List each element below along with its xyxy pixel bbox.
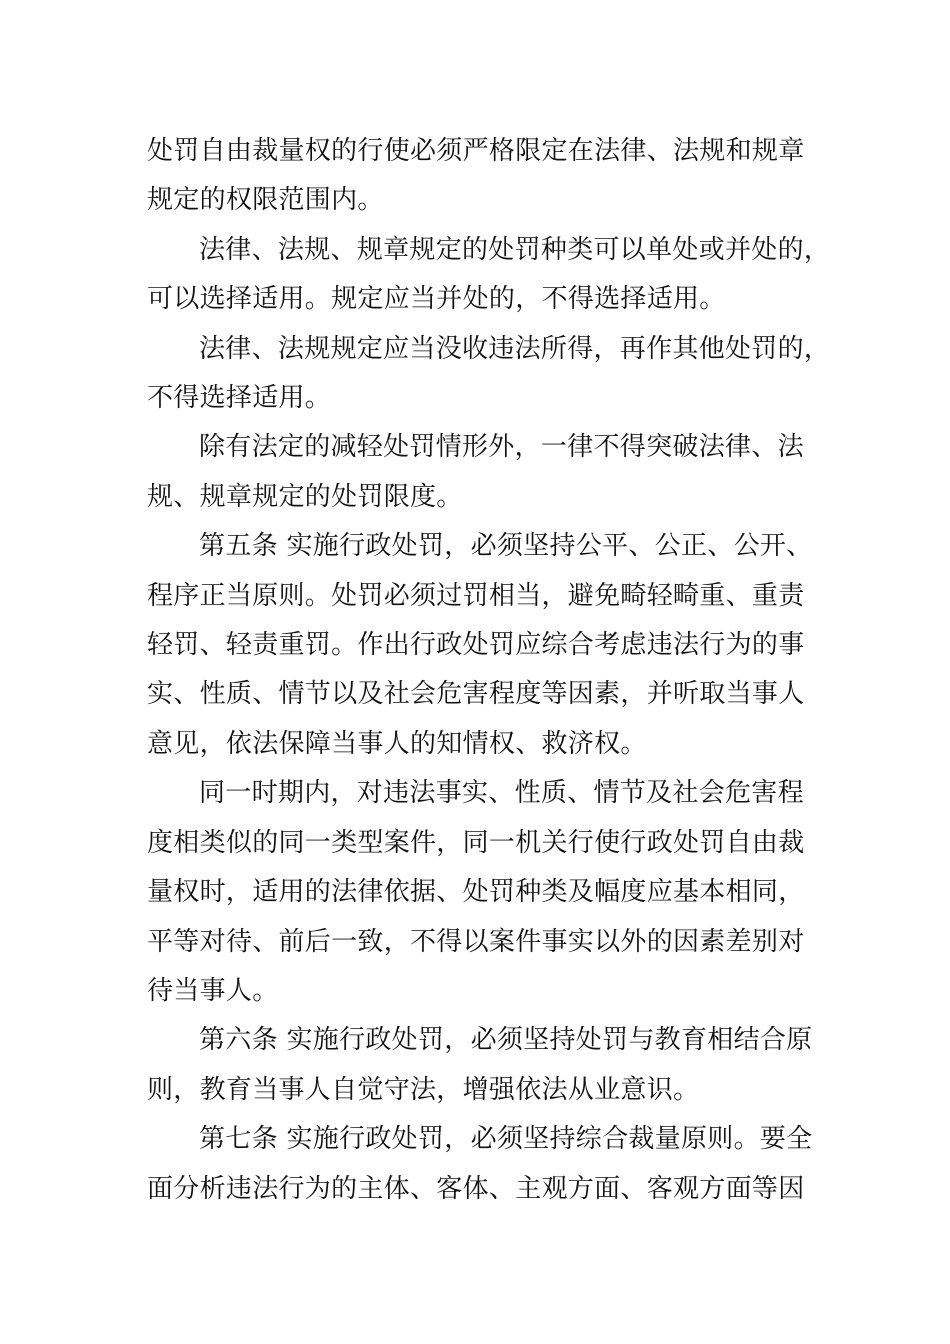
text-line: 平等对待、前后一致，不得以案件事实以外的因素差别对 — [147, 926, 805, 957]
article-5 — [147, 522, 817, 769]
text-line: 度相类似的同一类型案件，同一机关行使行政处罚自由裁 — [147, 827, 805, 858]
text-line: 规定的权限范围内。 — [147, 185, 384, 216]
text-line: 第五条 实施行政处罚，必须坚持公平、公正、公开、 — [199, 531, 813, 562]
text-line: 待当事人。 — [147, 975, 279, 1006]
text-line: 法律、法规、规章规定的处罚种类可以单处或并处的， — [199, 234, 831, 265]
text-line: 除有法定的减轻处罚情形外，一律不得突破法律、法 — [199, 432, 804, 463]
text-line: 处罚自由裁量权的行使必须严格限定在法律、法规和规章 — [147, 136, 805, 166]
document-body — [147, 127, 831, 1214]
paragraph-3 — [147, 325, 831, 424]
paragraph-2 — [147, 226, 831, 325]
text-line: 程序正当原则。处罚必须过罚相当，避免畸轻畸重、重责 — [147, 580, 805, 611]
paragraph-4 — [147, 423, 817, 522]
text-line: 第六条 实施行政处罚，必须坚持处罚与教育相结合原 — [199, 1025, 813, 1056]
paragraph-1 — [147, 127, 817, 226]
text-line: 轻罚、轻责重罚。作出行政处罚应综合考虑违法行为的事 — [147, 630, 805, 661]
text-line: 法律、法规规定应当没收违法所得，再作其他处罚的， — [199, 333, 831, 364]
text-line: 同一时期内，对违法事实、性质、情节及社会危害程 — [199, 778, 804, 809]
text-line: 不得选择适用。 — [147, 383, 332, 414]
text-line: 规、规章规定的处罚限度。 — [147, 481, 463, 512]
paragraph-6 — [147, 769, 817, 1016]
text-line: 量权时，适用的法律依据、处罚种类及幅度应基本相同， — [147, 877, 805, 908]
article-7 — [147, 1115, 817, 1214]
text-line: 则，教育当事人自觉守法，增强依法从业意识。 — [147, 1074, 700, 1105]
article-6 — [147, 1016, 817, 1115]
text-line: 可以选择适用。规定应当并处的，不得选择适用。 — [147, 284, 726, 315]
text-line: 实、性质、情节以及社会危害程度等因素，并听取当事人 — [147, 679, 805, 710]
text-line: 面分析违法行为的主体、客体、主观方面、客观方面等因 — [147, 1173, 805, 1204]
text-line: 第七条 实施行政处罚，必须坚持综合裁量原则。要全 — [199, 1124, 813, 1155]
text-line: 意见，依法保障当事人的知情权、救济权。 — [147, 728, 647, 759]
